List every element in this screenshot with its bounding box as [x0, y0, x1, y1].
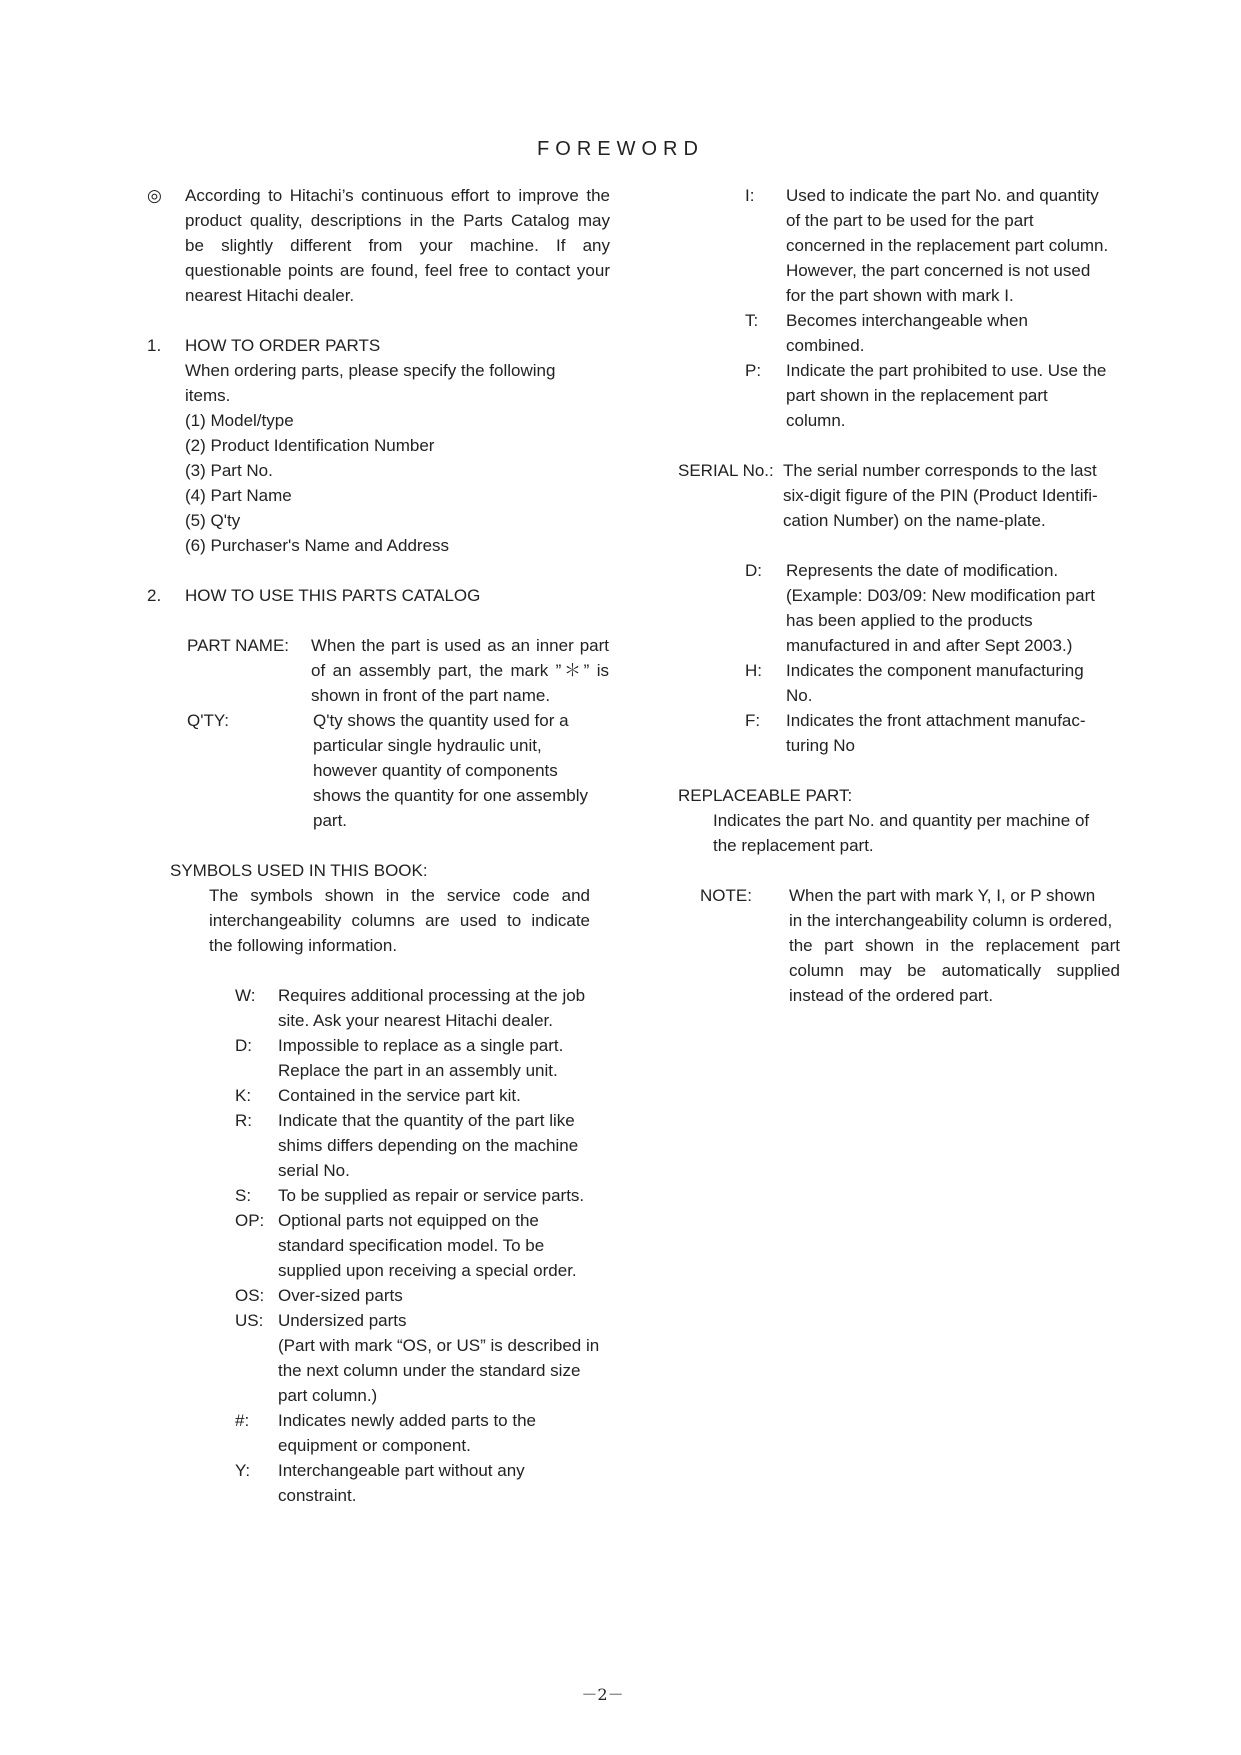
part-name-line: shown in front of the part name.	[311, 686, 551, 705]
intro-line: nearest Hitachi dealer.	[185, 286, 355, 305]
symbol-description: Over-sized parts	[278, 1286, 403, 1305]
symbol-code: R:	[235, 1111, 252, 1130]
replaceable-line: the replacement part.	[713, 836, 874, 855]
symbol-description: Represents the date of modification.	[786, 561, 1059, 580]
symbol-description: To be supplied as repair or service parts.	[278, 1186, 585, 1205]
symbol-description: Requires additional processing at the job	[278, 986, 586, 1005]
symbol-description: has been applied to the products	[786, 611, 1033, 630]
symbol-description: site. Ask your nearest Hitachi dealer.	[278, 1011, 553, 1030]
symbol-description: supplied upon receiving a special order.	[278, 1261, 577, 1280]
symbol-description: manufactured in and after Sept 2003.)	[786, 636, 1073, 655]
part-name-label: PART NAME:	[187, 636, 290, 655]
intro-line: product quality, descriptions in the Parts Catalog may	[185, 211, 610, 230]
symbol-description: (Example: D03/09: New modification part	[786, 586, 1095, 605]
symbol-description: Optional parts not equipped on the	[278, 1211, 539, 1230]
symbol-description: of the part to be used for the part	[786, 211, 1034, 230]
symbol-description: constraint.	[278, 1486, 357, 1505]
bullet-mark: ◎	[147, 186, 162, 205]
symbol-code: P:	[745, 361, 762, 380]
symbols-intro-line: interchangeability columns are used to indicate	[209, 911, 590, 930]
page-title: FOREWORD	[537, 138, 704, 160]
section1-line: (6) Purchaser's Name and Address	[185, 536, 450, 555]
symbol-description: column.	[786, 411, 846, 430]
note-line: in the interchangeability column is ordered,	[789, 911, 1113, 930]
intro-line: be slightly different from your machine. If any	[185, 236, 610, 255]
symbol-code: #:	[235, 1411, 250, 1430]
symbol-description: However, the part concerned is not used	[786, 261, 1091, 280]
symbols-intro-line: The symbols shown in the service code and	[209, 886, 590, 905]
symbol-description: Contained in the service part kit.	[278, 1086, 521, 1105]
symbol-code: H:	[745, 661, 762, 680]
symbol-code: T:	[745, 311, 759, 330]
symbol-description: Undersized parts	[278, 1311, 407, 1330]
symbols-intro-line: the following information.	[209, 936, 398, 955]
serial-label: SERIAL No.:	[678, 461, 774, 480]
section1-line: (2) Product Identification Number	[185, 436, 435, 455]
intro-line: questionable points are found, feel free to contact your	[185, 261, 610, 280]
qty-line: shows the quantity for one assembly	[313, 786, 588, 805]
section1-line: When ordering parts, please specify the following	[185, 361, 556, 380]
symbol-code: S:	[235, 1186, 252, 1205]
symbol-description: Impossible to replace as a single part.	[278, 1036, 564, 1055]
symbol-code: D:	[745, 561, 762, 580]
section-number: 2.	[147, 586, 162, 605]
qty-line: Q'ty shows the quantity used for a	[313, 711, 569, 730]
symbol-description: (Part with mark “OS, or US” is described in	[278, 1336, 600, 1355]
section-heading: HOW TO USE THIS PARTS CATALOG	[185, 586, 481, 605]
symbol-description: shims differs depending on the machine	[278, 1136, 579, 1155]
note-line: the part shown in the replacement part	[789, 936, 1120, 955]
part-name-line: of an assembly part, the mark ”＊” is	[311, 661, 609, 680]
note-line: When the part with mark Y, I, or P shown	[789, 886, 1096, 905]
symbol-description: concerned in the replacement part column.	[786, 236, 1109, 255]
serial-line: six-digit figure of the PIN (Product Identifi-	[783, 486, 1098, 505]
symbol-code: K:	[235, 1086, 252, 1105]
section1-line: (4) Part Name	[185, 486, 292, 505]
replaceable-heading: REPLACEABLE PART:	[678, 786, 853, 805]
symbol-code: W:	[235, 986, 256, 1005]
page-number: －2－	[581, 1685, 624, 1704]
symbol-description: part column.)	[278, 1386, 378, 1405]
replaceable-line: Indicates the part No. and quantity per machine of	[713, 811, 1090, 830]
symbol-description: Interchangeable part without any	[278, 1461, 525, 1480]
symbol-code: D:	[235, 1036, 252, 1055]
qty-label: Q'TY:	[187, 711, 229, 730]
qty-line: part.	[313, 811, 348, 830]
symbol-code: Y:	[235, 1461, 251, 1480]
symbol-code: I:	[745, 186, 755, 205]
symbols-heading: SYMBOLS USED IN THIS BOOK:	[170, 861, 428, 880]
intro-line: According to Hitachi’s continuous effort to improve the	[185, 186, 610, 205]
symbol-description: equipment or component.	[278, 1436, 471, 1455]
symbol-code: OP:	[235, 1211, 265, 1230]
symbol-description: Indicates the front attachment manufac-	[786, 711, 1086, 730]
symbol-description: Indicates the component manufacturing	[786, 661, 1084, 680]
symbol-code: US:	[235, 1311, 264, 1330]
section1-line: (3) Part No.	[185, 461, 273, 480]
note-line: instead of the ordered part.	[789, 986, 994, 1005]
serial-line: The serial number corresponds to the last	[783, 461, 1097, 480]
symbol-description: No.	[786, 686, 813, 705]
section1-line: (1) Model/type	[185, 411, 294, 430]
section1-line: (5) Q'ty	[185, 511, 241, 530]
symbol-description: standard specification model. To be	[278, 1236, 545, 1255]
note-label: NOTE:	[700, 886, 752, 905]
symbol-description: serial No.	[278, 1161, 350, 1180]
symbol-description: Becomes interchangeable when	[786, 311, 1028, 330]
part-name-line: When the part is used as an inner part	[311, 636, 609, 655]
section-heading: HOW TO ORDER PARTS	[185, 336, 381, 355]
serial-line: cation Number) on the name-plate.	[783, 511, 1046, 530]
section1-line: items.	[185, 386, 231, 405]
section-number: 1.	[147, 336, 162, 355]
symbol-description: Indicate that the quantity of the part like	[278, 1111, 575, 1130]
symbol-code: F:	[745, 711, 761, 730]
symbol-description: turing No	[786, 736, 855, 755]
symbol-description: combined.	[786, 336, 865, 355]
qty-line: however quantity of components	[313, 761, 558, 780]
symbol-description: Replace the part in an assembly unit.	[278, 1061, 558, 1080]
symbol-description: Indicate the part prohibited to use. Use the	[786, 361, 1107, 380]
qty-line: particular single hydraulic unit,	[313, 736, 542, 755]
note-line: column may be automatically supplied	[789, 961, 1120, 980]
symbol-code: OS:	[235, 1286, 265, 1305]
symbol-description: for the part shown with mark I.	[786, 286, 1014, 305]
symbol-description: the next column under the standard size	[278, 1361, 581, 1380]
symbol-description: part shown in the replacement part	[786, 386, 1048, 405]
symbol-description: Indicates newly added parts to the	[278, 1411, 536, 1430]
symbol-description: Used to indicate the part No. and quantity	[786, 186, 1099, 205]
